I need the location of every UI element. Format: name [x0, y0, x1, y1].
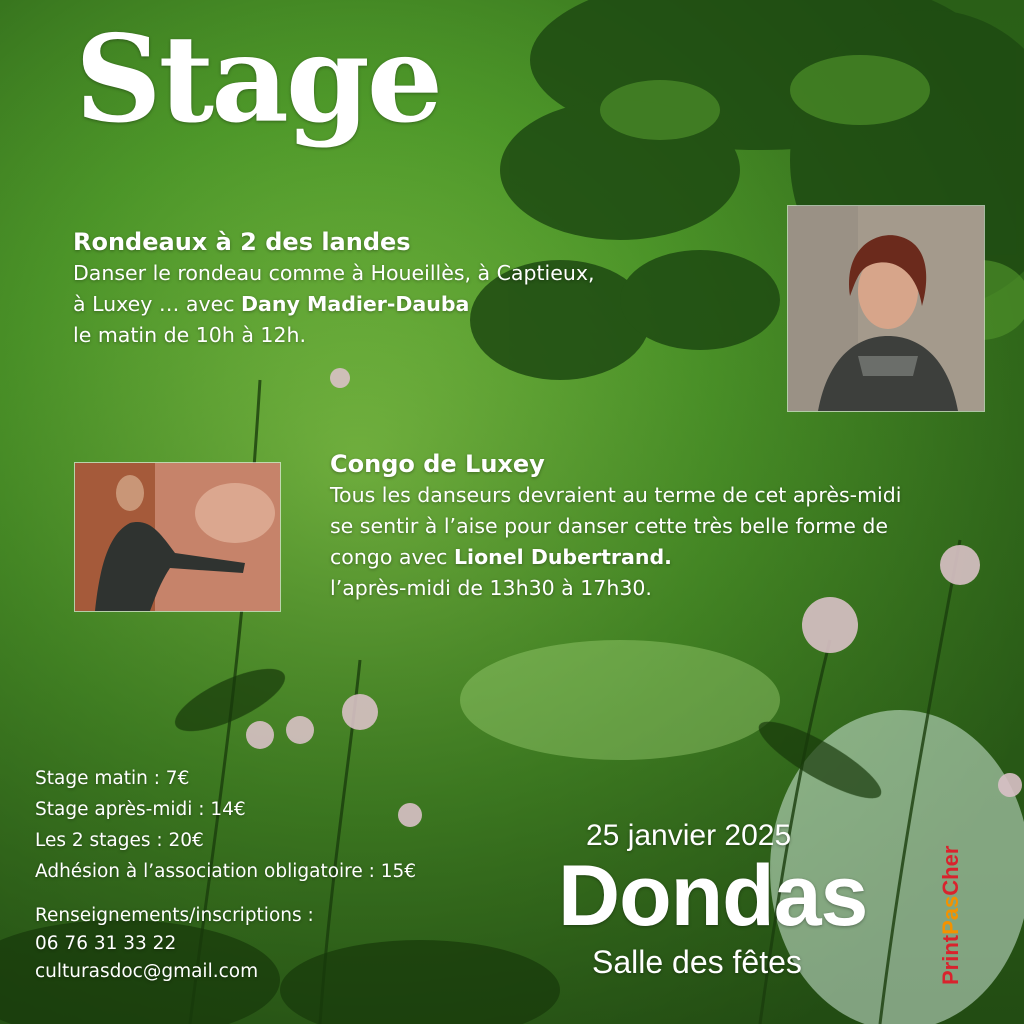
description-line	[330, 542, 901, 573]
description-text: congo avec	[330, 545, 454, 569]
event-place: Dondas	[558, 848, 868, 944]
workshop-heading: Rondeaux à 2 des landes	[73, 228, 411, 256]
contact-email: culturasdoc@gmail.com	[35, 961, 259, 982]
contact-info	[35, 902, 314, 986]
instructor-name: Dany Madier-Dauba	[241, 292, 470, 316]
description-line: se sentir à l’aise pour danser cette très belle forme de	[330, 514, 889, 538]
description-line	[73, 289, 595, 320]
printer-logo-part: Pas	[938, 895, 963, 935]
contact-label: Renseignements/inscriptions :	[35, 905, 314, 926]
workshop-congo	[330, 448, 901, 604]
page-title: Stage	[75, 9, 441, 150]
description-line: Danser le rondeau comme à Houeillès, à Captieux,	[73, 261, 595, 285]
contact-phone: 06 76 31 33 22	[35, 933, 177, 954]
printer-logo	[938, 846, 964, 985]
instructor-photo-dany	[787, 205, 985, 412]
schedule-text: le matin de 10h à 12h.	[73, 323, 307, 347]
price-item: Stage après-midi : 14€	[35, 799, 246, 820]
price-item: Les 2 stages : 20€	[35, 830, 204, 851]
event-venue: Salle des fêtes	[592, 944, 802, 980]
instructor-name: Lionel Dubertrand.	[453, 545, 672, 569]
workshop-description	[73, 258, 595, 351]
price-item: Stage matin : 7€	[35, 768, 190, 789]
price-list	[35, 763, 416, 887]
printer-logo-part: Print	[938, 934, 963, 985]
printer-logo-part: Cher	[938, 845, 963, 896]
price-item: Adhésion à l’association obligatoire : 15€	[35, 861, 417, 882]
description-text: à Luxey … avec	[73, 292, 242, 316]
description-line: Tous les danseurs devraient au terme de cet après-midi	[330, 483, 902, 507]
event-date: 25 janvier 2025	[586, 819, 792, 852]
schedule-text: l’après-midi de 13h30 à 17h30.	[330, 576, 652, 600]
instructor-photo-lionel	[74, 462, 281, 612]
workshop-rondeaux	[73, 226, 595, 351]
workshop-description	[330, 480, 901, 604]
workshop-heading: Congo de Luxey	[330, 450, 545, 478]
